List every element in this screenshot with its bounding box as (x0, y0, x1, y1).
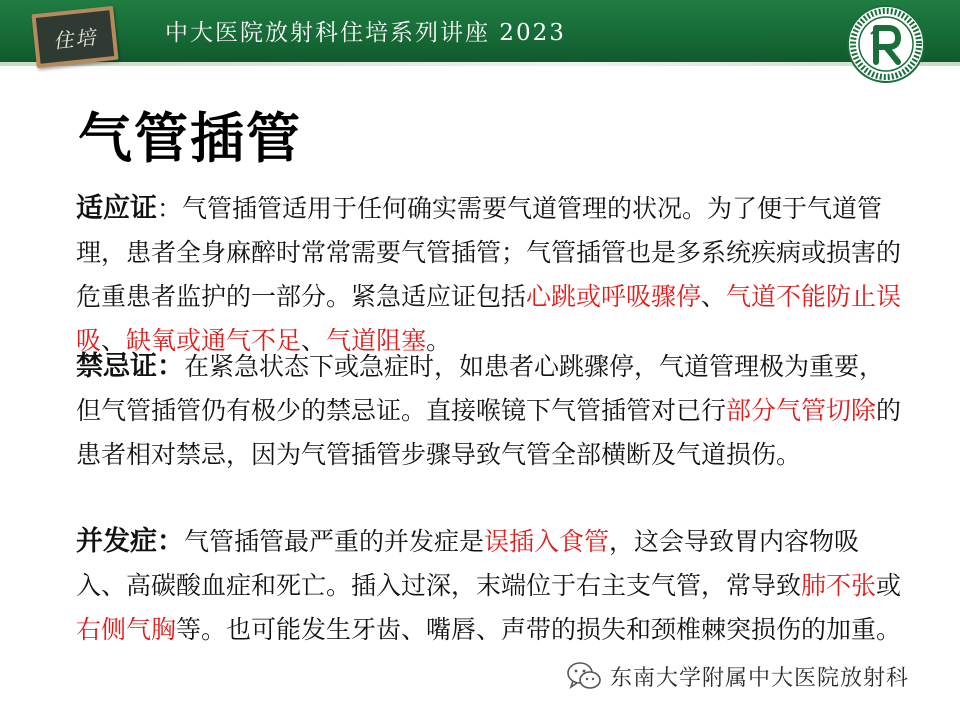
complications-text-1: 气管插管最严重的并发症是 (184, 527, 485, 556)
contraindication-tracheal-resection: 部分气管切除 (726, 396, 877, 425)
slide-title: 气管插管 (78, 107, 302, 170)
indications-sep-1: 、 (701, 282, 727, 311)
complications-text-4: 等。也可能发生牙齿、嘴唇、声带的损失和颈椎棘突损伤的加重。 (176, 615, 902, 644)
indications-sep-2: 、 (101, 326, 127, 355)
wechat-icon (566, 660, 602, 692)
indication-aspiration: 气道不能防止误吸 (76, 282, 902, 355)
indications-paragraph (76, 187, 906, 363)
contraindications-paragraph (76, 345, 906, 477)
complication-atelectasis: 肺不张 (801, 571, 877, 600)
complication-pneumothorax: 右侧气胸 (76, 615, 177, 644)
chalkboard-logo-icon (31, 6, 118, 68)
complications-paragraph (76, 520, 906, 652)
contraindications-text-2: 的患者相对禁忌，因为气管插管步骤导致气管全部横断及气道损伤。 (76, 396, 902, 469)
complication-esophageal-intubation: 误插入食管 (484, 527, 610, 556)
hospital-seal-icon (846, 4, 926, 84)
watermark (566, 656, 909, 696)
header-stripe (0, 62, 960, 66)
indication-hypoxia: 缺氧或通气不足 (126, 326, 302, 355)
chalkboard-logo-text: 住培 (52, 24, 99, 53)
contraindications-heading: 禁忌证： (76, 351, 184, 382)
complications-text-3: 或 (876, 571, 902, 600)
indication-obstruction: 气道阻塞 (326, 326, 427, 355)
contraindications-text-1: 在紧急状态下或急症时，如患者心跳骤停，气道管理极为重要，但气管插管仍有极少的禁忌证。直接喉镜下气管插管对已行 (76, 352, 885, 425)
indications-text-1: 气管插管适用于任何确实需要气道管理的状况。为了便于气道管理，患者全身麻醉时常常需要气管插管；气管插管也是多系统疾病或损害的危重患者监护的一部分。紧急适应证包括 (76, 194, 902, 311)
indications-text-2: 。 (426, 326, 452, 355)
indication-cardiac-arrest: 心跳或呼吸骤停 (526, 282, 702, 311)
watermark-text: 东南大学附属中大医院放射科 (610, 665, 910, 691)
complications-heading: 并发症： (76, 526, 184, 557)
indications-separator: ： (157, 194, 183, 223)
indications-heading: 适应证 (76, 193, 157, 224)
indications-sep-3: 、 (301, 326, 327, 355)
header-title: 中大医院放射科住培系列讲座 2023 (165, 20, 566, 46)
complications-text-2: ，这会导致胃内容物吸入、高碳酸血症和死亡。插入过深，末端位于右主支气管，常导致 (76, 527, 860, 600)
